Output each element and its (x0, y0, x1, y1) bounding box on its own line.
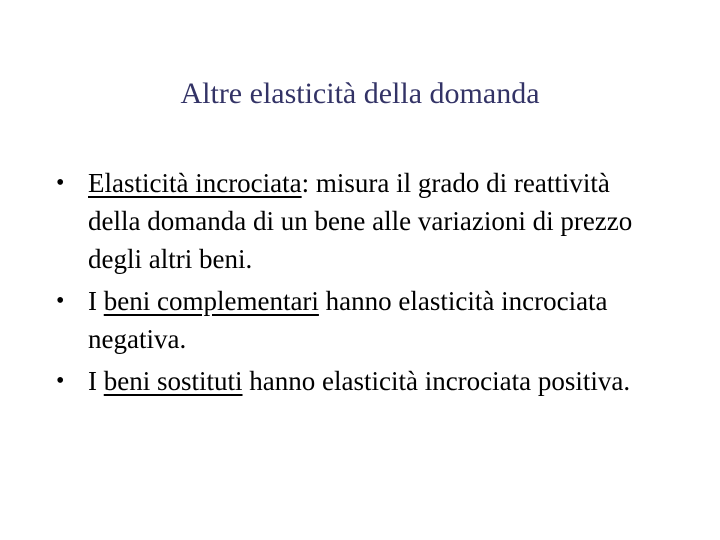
bullet-text: hanno elasticità incrociata positiva. (242, 366, 631, 396)
bullet-term: beni sostituti (103, 366, 243, 396)
bullet-item-complementary-goods (54, 282, 654, 358)
bullet-item-substitute-goods (54, 362, 654, 400)
bullet-text: hanno elasticità incrociata negativa. (88, 286, 608, 354)
bullet-term: beni complementari (103, 286, 319, 316)
bullet-icon: • (56, 368, 65, 394)
bullet-list (54, 164, 654, 404)
bullet-item-cross-elasticity (54, 164, 654, 278)
bullet-icon: • (56, 288, 65, 314)
bullet-icon: • (56, 170, 65, 196)
bullet-prefix: I (88, 286, 104, 316)
bullet-term: Elasticità incrociata (88, 168, 302, 198)
slide-title: Altre elasticità della domanda (180, 77, 540, 110)
bullet-prefix: I (88, 366, 104, 396)
bullet-text: : misura il grado di reattività della domanda di un bene alle variazioni di prezzo degli altri beni. (88, 168, 633, 274)
